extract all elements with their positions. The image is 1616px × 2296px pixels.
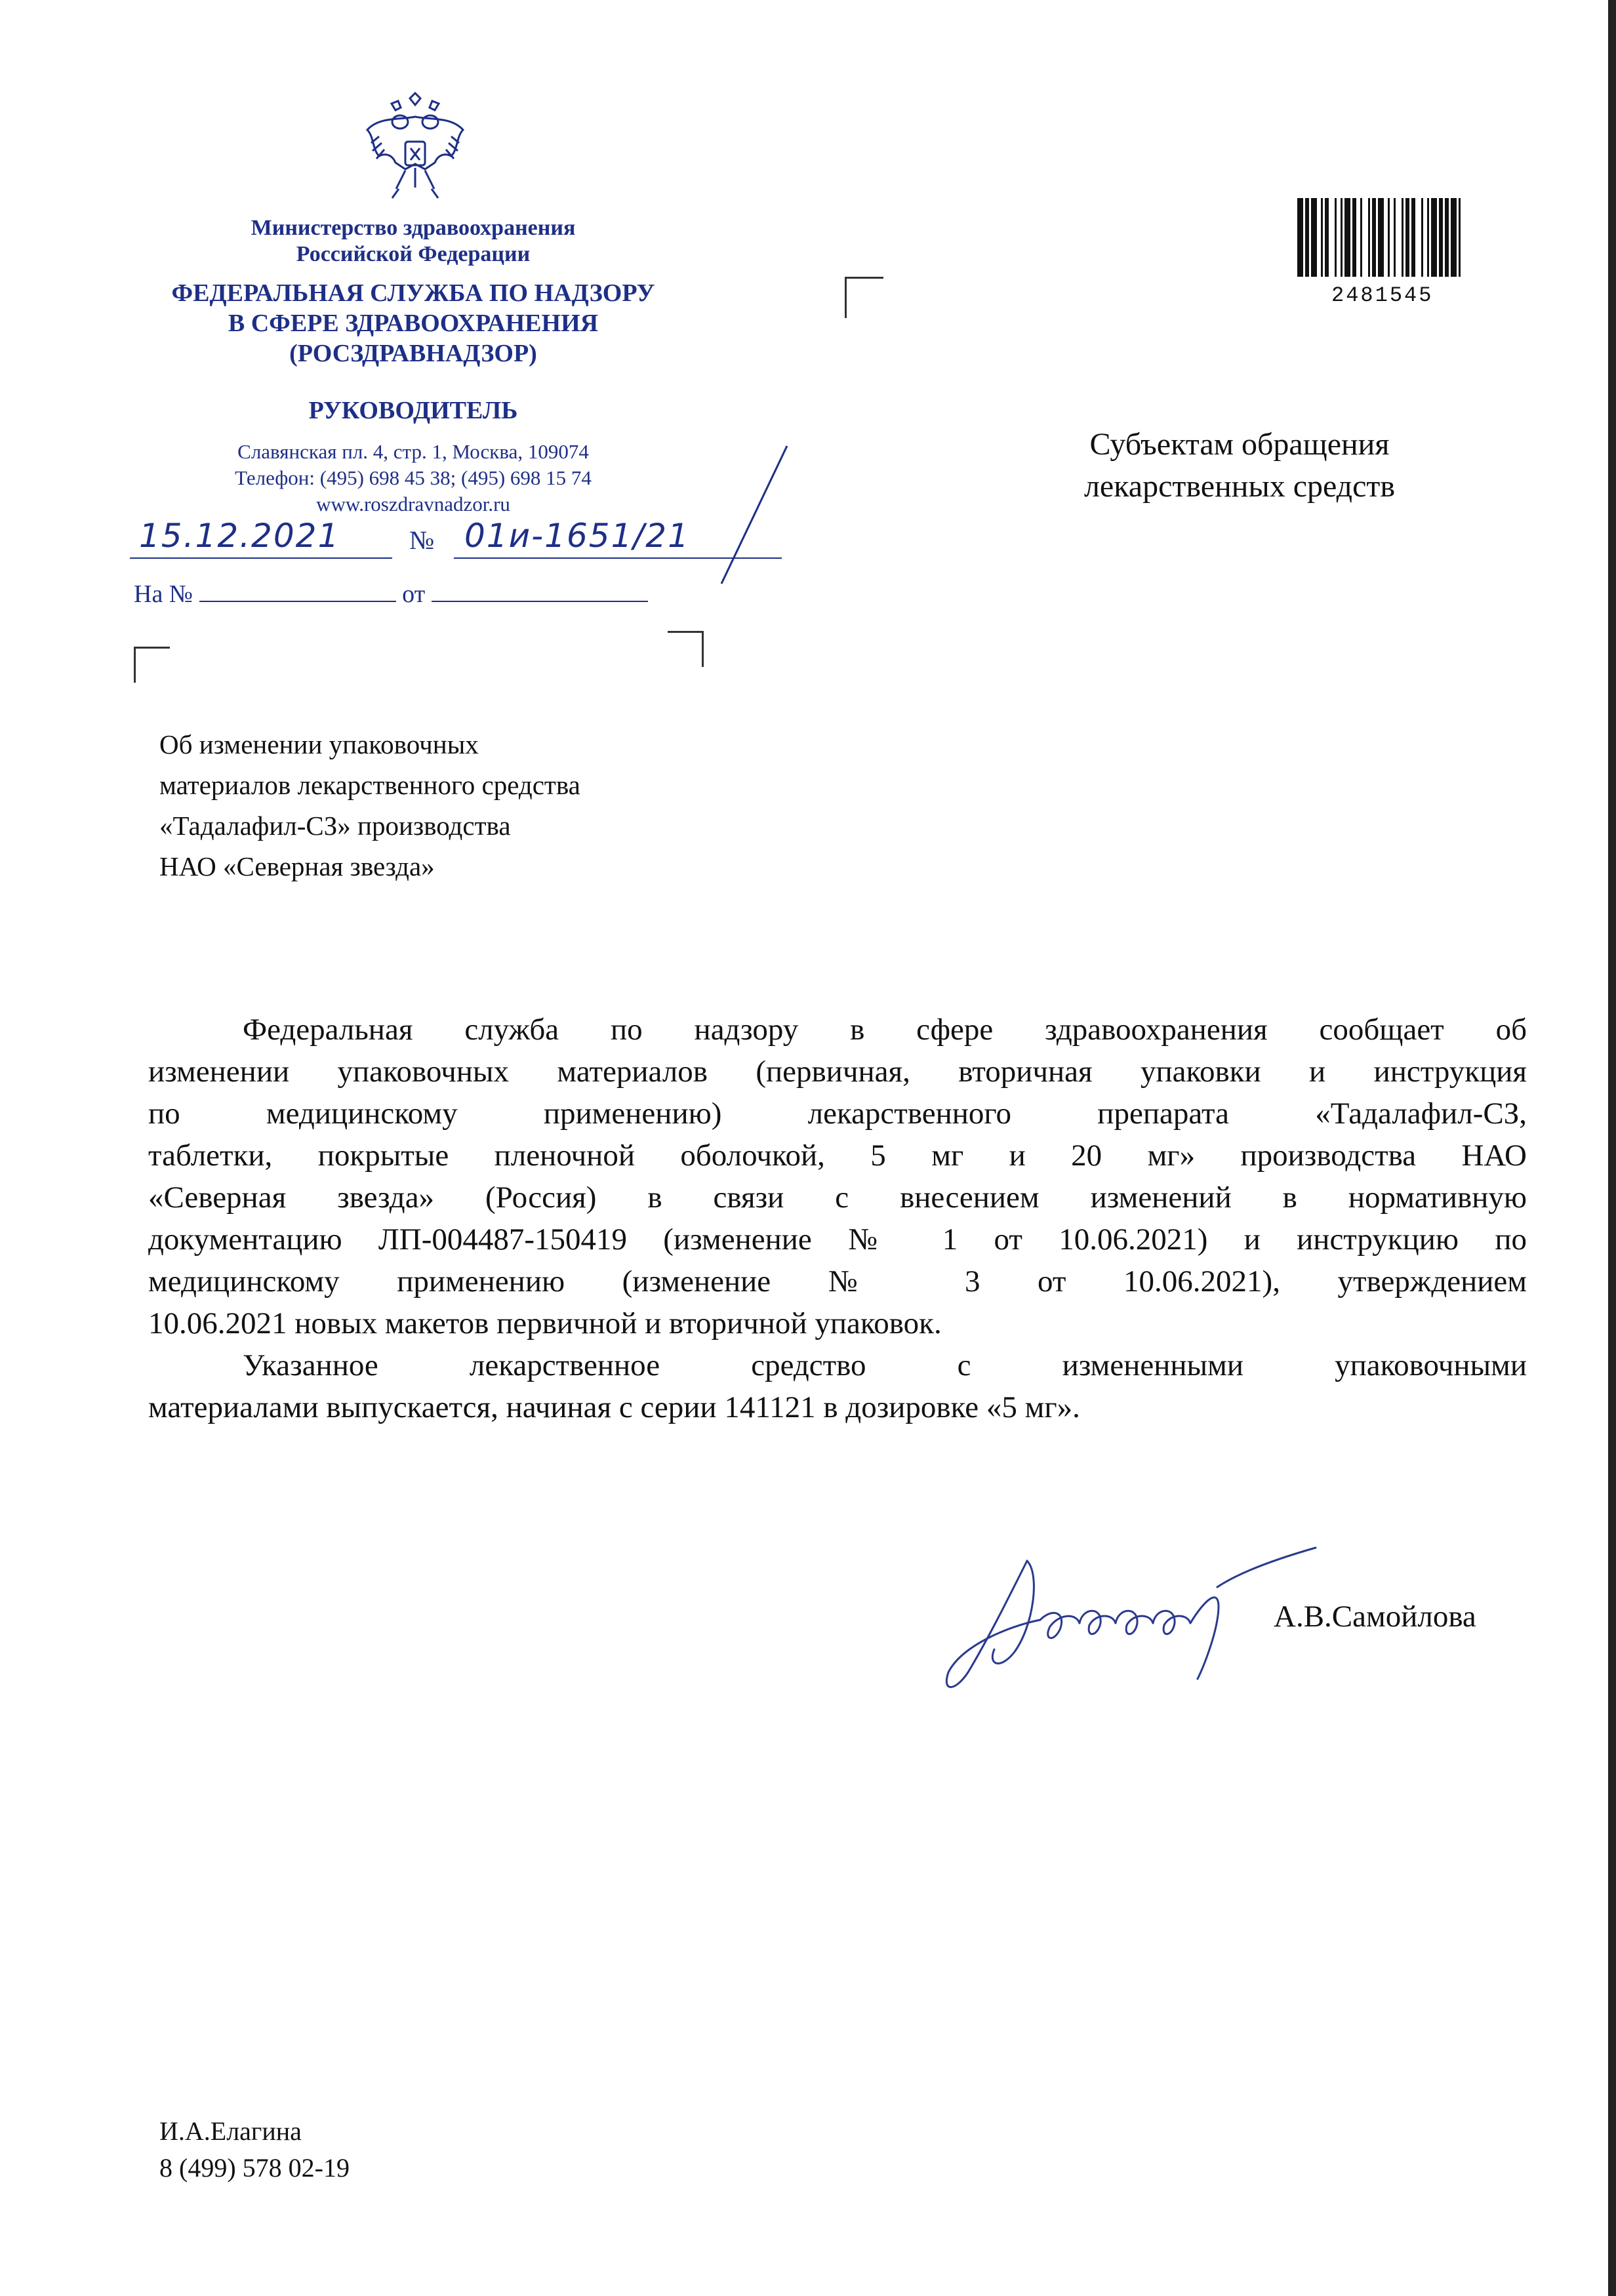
website: www.roszdravnadzor.ru (316, 493, 510, 515)
addressee-line: Субъектам обращения (1089, 427, 1390, 462)
barcode-bar (1402, 198, 1404, 277)
body-line: «Северная звезда» (Россия) в связи с внесением изменений в нормативную (148, 1180, 1527, 1215)
corner-bracket (845, 277, 883, 318)
body-line: таблетки, покрытые пленочной оболочкой, 5 мг и 20 мг» производства НАО (148, 1138, 1527, 1173)
number-label: № (409, 525, 435, 555)
barcode-bar (1321, 198, 1323, 277)
body-line: изменении упаковочных материалов (первичная, вторичная упаковки и инструкция (148, 1055, 1527, 1089)
subject-line: НАО «Северная звезда» (159, 851, 435, 881)
addressee-line: лекарственных средств (1083, 469, 1396, 504)
barcode-bar (1305, 198, 1309, 277)
ministry-name (98, 215, 728, 268)
body-line: Указанное лекарственное средство с измененными упаковочными (243, 1348, 1527, 1382)
reply-number-blank (199, 581, 396, 602)
corner-bracket (668, 631, 704, 667)
registration-date-field (130, 518, 392, 559)
reply-date-label: от (402, 580, 426, 608)
barcode-bar (1344, 198, 1350, 277)
barcode-bar (1368, 198, 1370, 277)
service-line: В СФЕРЕ ЗДРАВООХРАНЕНИЯ (228, 310, 599, 337)
barcode-bar (1421, 198, 1423, 277)
barcode-bar (1445, 198, 1449, 277)
executor-name: И.А.Елагина (159, 2116, 302, 2146)
phone: Телефон: (495) 698 45 38; (495) 698 15 74 (235, 466, 592, 489)
barcode-bar (1335, 198, 1337, 277)
letter-subject (159, 724, 580, 887)
body-line: Федеральная служба по надзору в сфере здравоохранения сообщает об (243, 1013, 1527, 1047)
service-name (98, 278, 728, 369)
barcode-bar (1360, 198, 1362, 277)
barcode-number: 2481545 (1331, 283, 1434, 308)
address: Славянская пл. 4, стр. 1, Москва, 109074 (237, 440, 589, 463)
executor-phone: 8 (499) 578 02-19 (159, 2153, 350, 2183)
barcode-bar (1388, 198, 1390, 277)
ministry-line: Российской Федерации (296, 242, 531, 266)
pen-slash-mark (708, 439, 794, 590)
barcode-bar (1341, 198, 1343, 277)
signatory-name: А.В.Самойлова (1274, 1600, 1476, 1634)
barcode-bar (1378, 198, 1384, 277)
letter-body (148, 1009, 1527, 1428)
registration-date: 15.12.2021 (139, 517, 340, 555)
barcode-bar (1411, 198, 1415, 277)
body-line: по медицинскому применению) лекарственного препарата «Тадалафил-СЗ, (148, 1097, 1527, 1131)
barcode-bar (1431, 198, 1437, 277)
barcode-bar (1311, 198, 1317, 277)
barcode-bar (1394, 198, 1396, 277)
subject-line: Об изменении упаковочных (159, 729, 479, 759)
body-line: документацию ЛП-004487-150419 (изменение № 1 от 10.06.2021) и инструкцию по (148, 1222, 1527, 1257)
position-title: РУКОВОДИТЕЛЬ (308, 397, 518, 424)
body-line: 10.06.2021 новых макетов первичной и вторичной упаковок. (148, 1306, 942, 1340)
service-line: (РОСЗДРАВНАДЗОР) (289, 340, 537, 367)
body-paragraph (148, 1009, 1527, 1344)
barcode (1296, 198, 1499, 291)
service-line: ФЕДЕРАЛЬНАЯ СЛУЖБА ПО НАДЗОРУ (171, 279, 655, 307)
reply-date-blank (432, 581, 648, 602)
corner-bracket (134, 647, 170, 683)
body-line: материалами выпускается, начиная с серии 141121 в дозировке «5 мг». (148, 1390, 1080, 1424)
subject-line: материалов лекарственного средства (159, 770, 580, 800)
barcode-bar (1427, 198, 1429, 277)
barcode-bar (1325, 198, 1329, 277)
ministry-line: Министерство здравоохранения (251, 216, 576, 240)
barcode-bar (1297, 198, 1303, 277)
subject-line: «Тадалафил-СЗ» производства (159, 811, 511, 841)
barcode-bar (1405, 198, 1409, 277)
barcode-bar (1459, 198, 1461, 277)
body-line: медицинскому применению (изменение № 3 от 10.06.2021), утверждением (148, 1264, 1527, 1299)
barcode-bar (1352, 198, 1356, 277)
barcode-bar (1372, 198, 1376, 277)
reply-reference (134, 580, 648, 609)
scan-edge (1608, 0, 1616, 2296)
barcode-bar (1439, 198, 1443, 277)
russian-double-headed-eagle-icon (359, 91, 471, 209)
barcode-bar (1451, 198, 1457, 277)
body-paragraph (148, 1344, 1527, 1428)
reply-number-label: На № (134, 580, 193, 608)
registration-number: 01и-1651/21 (464, 517, 690, 555)
